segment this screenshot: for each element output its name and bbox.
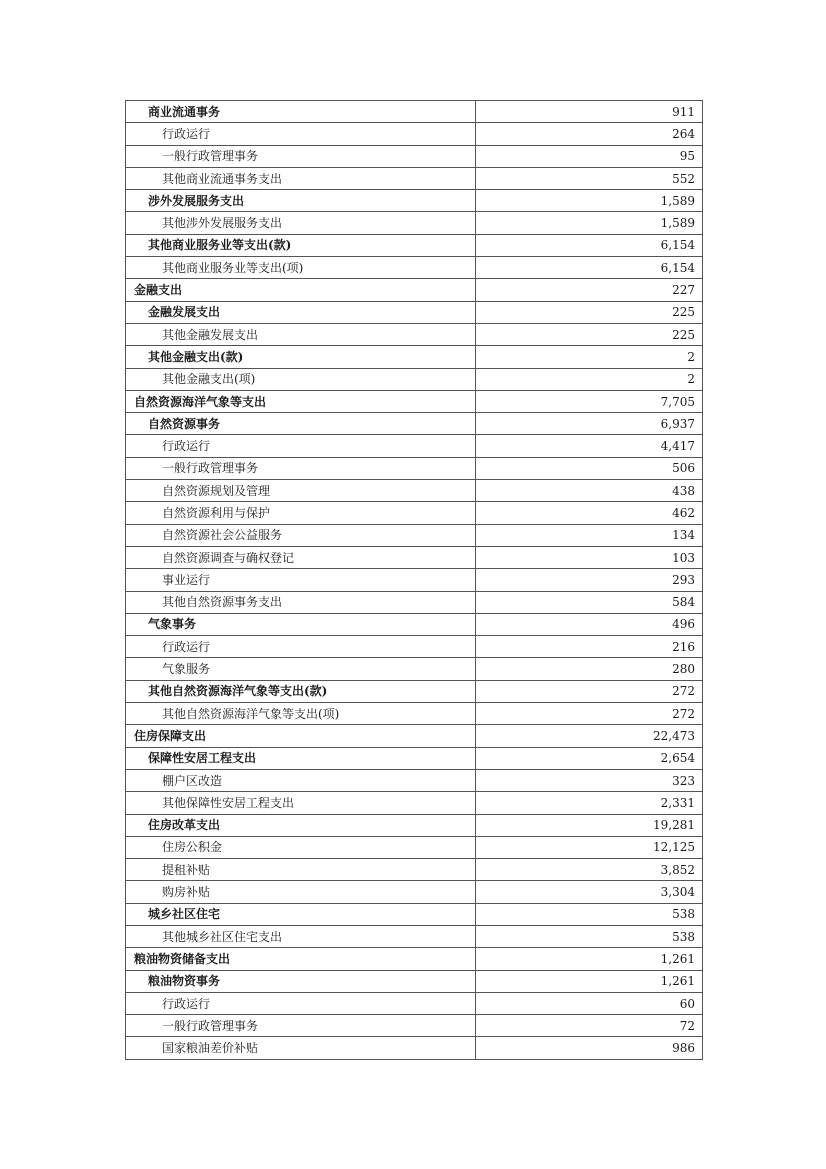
table-row bbox=[126, 413, 703, 435]
row-amount: 1,261 bbox=[476, 970, 703, 992]
row-amount: 227 bbox=[476, 279, 703, 301]
table-row bbox=[126, 435, 703, 457]
row-amount: 7,705 bbox=[476, 390, 703, 412]
row-amount: 6,937 bbox=[476, 413, 703, 435]
table-row bbox=[126, 234, 703, 256]
row-item-name: 住房公积金 bbox=[126, 836, 476, 858]
row-amount: 72 bbox=[476, 1015, 703, 1037]
row-item-name: 自然资源利用与保护 bbox=[126, 502, 476, 524]
table-row bbox=[126, 368, 703, 390]
row-item-name: 自然资源调查与确权登记 bbox=[126, 546, 476, 568]
table-row bbox=[126, 524, 703, 546]
row-item-name: 城乡社区住宅 bbox=[126, 903, 476, 925]
table-row bbox=[126, 279, 703, 301]
table-row bbox=[126, 680, 703, 702]
table-row bbox=[126, 346, 703, 368]
table-row bbox=[126, 859, 703, 881]
row-item-name: 住房保障支出 bbox=[126, 725, 476, 747]
row-item-name: 其他金融支出(款) bbox=[126, 346, 476, 368]
row-amount: 272 bbox=[476, 680, 703, 702]
row-item-name: 提租补贴 bbox=[126, 859, 476, 881]
row-item-name: 商业流通事务 bbox=[126, 101, 476, 123]
row-amount: 584 bbox=[476, 591, 703, 613]
row-amount: 6,154 bbox=[476, 257, 703, 279]
table-row bbox=[126, 703, 703, 725]
row-item-name: 其他金融发展支出 bbox=[126, 323, 476, 345]
table-row bbox=[126, 925, 703, 947]
row-item-name: 住房改革支出 bbox=[126, 814, 476, 836]
row-item-name: 国家粮油差价补贴 bbox=[126, 1037, 476, 1059]
table-row bbox=[126, 457, 703, 479]
row-item-name: 行政运行 bbox=[126, 636, 476, 658]
row-amount: 225 bbox=[476, 323, 703, 345]
table-row bbox=[126, 658, 703, 680]
table-row bbox=[126, 948, 703, 970]
row-amount: 1,589 bbox=[476, 190, 703, 212]
row-item-name: 涉外发展服务支出 bbox=[126, 190, 476, 212]
table-row bbox=[126, 502, 703, 524]
row-amount: 12,125 bbox=[476, 836, 703, 858]
table-row bbox=[126, 1015, 703, 1037]
row-item-name: 其他商业服务业等支出(项) bbox=[126, 257, 476, 279]
row-item-name: 气象服务 bbox=[126, 658, 476, 680]
table-row bbox=[126, 1037, 703, 1059]
row-amount: 986 bbox=[476, 1037, 703, 1059]
row-amount: 1,261 bbox=[476, 948, 703, 970]
table-row bbox=[126, 145, 703, 167]
row-amount: 552 bbox=[476, 167, 703, 189]
row-item-name: 其他自然资源事务支出 bbox=[126, 591, 476, 613]
expenditure-table bbox=[125, 100, 703, 1060]
row-amount: 264 bbox=[476, 123, 703, 145]
row-amount: 2,331 bbox=[476, 792, 703, 814]
table-row bbox=[126, 970, 703, 992]
row-amount: 293 bbox=[476, 569, 703, 591]
row-amount: 19,281 bbox=[476, 814, 703, 836]
row-amount: 462 bbox=[476, 502, 703, 524]
table-row bbox=[126, 212, 703, 234]
row-amount: 216 bbox=[476, 636, 703, 658]
row-amount: 2,654 bbox=[476, 747, 703, 769]
row-item-name: 其他商业服务业等支出(款) bbox=[126, 234, 476, 256]
table-row bbox=[126, 814, 703, 836]
row-amount: 103 bbox=[476, 546, 703, 568]
row-item-name: 其他涉外发展服务支出 bbox=[126, 212, 476, 234]
row-item-name: 一般行政管理事务 bbox=[126, 1015, 476, 1037]
table-row bbox=[126, 123, 703, 145]
row-amount: 323 bbox=[476, 769, 703, 791]
row-amount: 6,154 bbox=[476, 234, 703, 256]
row-item-name: 行政运行 bbox=[126, 123, 476, 145]
row-item-name: 自然资源事务 bbox=[126, 413, 476, 435]
row-item-name: 自然资源社会公益服务 bbox=[126, 524, 476, 546]
row-item-name: 气象事务 bbox=[126, 613, 476, 635]
row-item-name: 粮油物资事务 bbox=[126, 970, 476, 992]
row-item-name: 事业运行 bbox=[126, 569, 476, 591]
row-item-name: 一般行政管理事务 bbox=[126, 145, 476, 167]
row-item-name: 其他保障性安居工程支出 bbox=[126, 792, 476, 814]
row-item-name: 金融发展支出 bbox=[126, 301, 476, 323]
row-item-name: 其他自然资源海洋气象等支出(款) bbox=[126, 680, 476, 702]
row-item-name: 购房补贴 bbox=[126, 881, 476, 903]
table-row bbox=[126, 881, 703, 903]
table-row bbox=[126, 636, 703, 658]
table-row bbox=[126, 769, 703, 791]
table-row bbox=[126, 190, 703, 212]
row-item-name: 行政运行 bbox=[126, 435, 476, 457]
table-row bbox=[126, 390, 703, 412]
row-amount: 911 bbox=[476, 101, 703, 123]
row-item-name: 其他城乡社区住宅支出 bbox=[126, 925, 476, 947]
row-amount: 225 bbox=[476, 301, 703, 323]
row-item-name: 一般行政管理事务 bbox=[126, 457, 476, 479]
row-amount: 1,589 bbox=[476, 212, 703, 234]
row-amount: 60 bbox=[476, 992, 703, 1014]
table-row bbox=[126, 323, 703, 345]
row-item-name: 自然资源海洋气象等支出 bbox=[126, 390, 476, 412]
row-amount: 506 bbox=[476, 457, 703, 479]
row-amount: 538 bbox=[476, 903, 703, 925]
row-amount: 2 bbox=[476, 346, 703, 368]
table-row bbox=[126, 747, 703, 769]
row-amount: 134 bbox=[476, 524, 703, 546]
row-item-name: 其他商业流通事务支出 bbox=[126, 167, 476, 189]
row-item-name: 棚户区改造 bbox=[126, 769, 476, 791]
row-item-name: 行政运行 bbox=[126, 992, 476, 1014]
row-amount: 280 bbox=[476, 658, 703, 680]
table-row bbox=[126, 546, 703, 568]
row-amount: 2 bbox=[476, 368, 703, 390]
table-row bbox=[126, 569, 703, 591]
row-amount: 4,417 bbox=[476, 435, 703, 457]
table-row bbox=[126, 992, 703, 1014]
row-amount: 272 bbox=[476, 703, 703, 725]
row-amount: 3,304 bbox=[476, 881, 703, 903]
table-row bbox=[126, 101, 703, 123]
table-row bbox=[126, 836, 703, 858]
table-row bbox=[126, 591, 703, 613]
row-item-name: 自然资源规划及管理 bbox=[126, 480, 476, 502]
table-row bbox=[126, 480, 703, 502]
row-amount: 3,852 bbox=[476, 859, 703, 881]
table-body bbox=[126, 101, 703, 1060]
table-row bbox=[126, 167, 703, 189]
table-row bbox=[126, 613, 703, 635]
table-row bbox=[126, 725, 703, 747]
row-amount: 22,473 bbox=[476, 725, 703, 747]
row-item-name: 保障性安居工程支出 bbox=[126, 747, 476, 769]
row-amount: 538 bbox=[476, 925, 703, 947]
table-row bbox=[126, 903, 703, 925]
table-row bbox=[126, 301, 703, 323]
row-item-name: 其他自然资源海洋气象等支出(项) bbox=[126, 703, 476, 725]
row-amount: 438 bbox=[476, 480, 703, 502]
row-item-name: 其他金融支出(项) bbox=[126, 368, 476, 390]
row-amount: 95 bbox=[476, 145, 703, 167]
row-amount: 496 bbox=[476, 613, 703, 635]
table-row bbox=[126, 792, 703, 814]
row-item-name: 金融支出 bbox=[126, 279, 476, 301]
row-item-name: 粮油物资储备支出 bbox=[126, 948, 476, 970]
table-row bbox=[126, 257, 703, 279]
